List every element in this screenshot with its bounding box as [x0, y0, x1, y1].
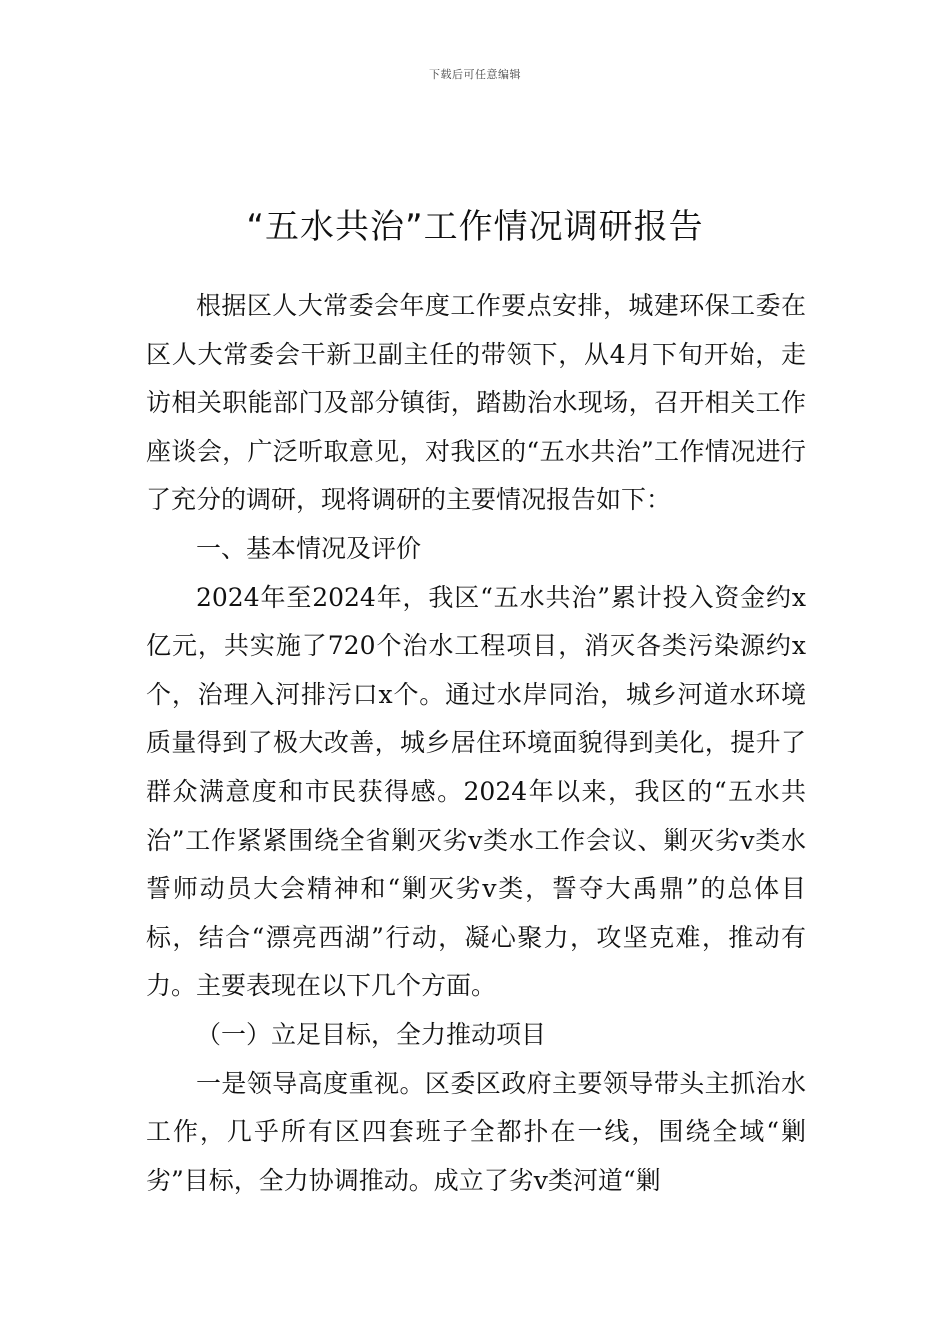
intro-paragraph: 根据区人大常委会年度工作要点安排，城建环保工委在区人大常委会干新卫副主任的带领下，从4月下旬开始，走访相关职能部门及部分镇街，踏勘治水现场，召开相关工作座谈会，广泛听取意见，对我区的“五水共治”工作情况进行了充分的调研，现将调研的主要情况报告如下：	[146, 291, 806, 515]
subsection-heading-goals: （一）立足目标，全力推动项目	[196, 1019, 547, 1049]
document-title: “五水共治”工作情况调研报告	[246, 206, 704, 247]
document-body	[146, 282, 806, 1205]
page-header-note: 下载后可任意编辑	[429, 68, 521, 81]
section-paragraph-basic-situation: 2024年至2024年，我区“五水共治”累计投入资金约x亿元，共实施了720个治水工程项目，消灭各类污染源约x个，治理入河排污口x个。通过水岸同治，城乡河道水环境质量得到了极大改善，城乡居住环境面貌得到美化，提升了群众满意度和市民获得感。2024年以来，我区的“五水共治”工作紧紧围绕全省剿灭劣v类水工作会议、剿灭劣v类水誓师动员大会精神和“剿灭劣v类，誓夺大禹鼎”的总体目标，结合“漂亮西湖”行动，凝心聚力，攻坚克难，推动有力。主要表现在以下几个方面。	[146, 582, 806, 1001]
subsection-paragraph-goals: 一是领导高度重视。区委区政府主要领导带头主抓治水工作，几乎所有区四套班子全都扑在一线，围绕全域“剿劣”目标，全力协调推动。成立了劣v类河道“剿	[146, 1068, 806, 1195]
section-heading-basic-situation: 一、基本情况及评价	[196, 533, 422, 563]
